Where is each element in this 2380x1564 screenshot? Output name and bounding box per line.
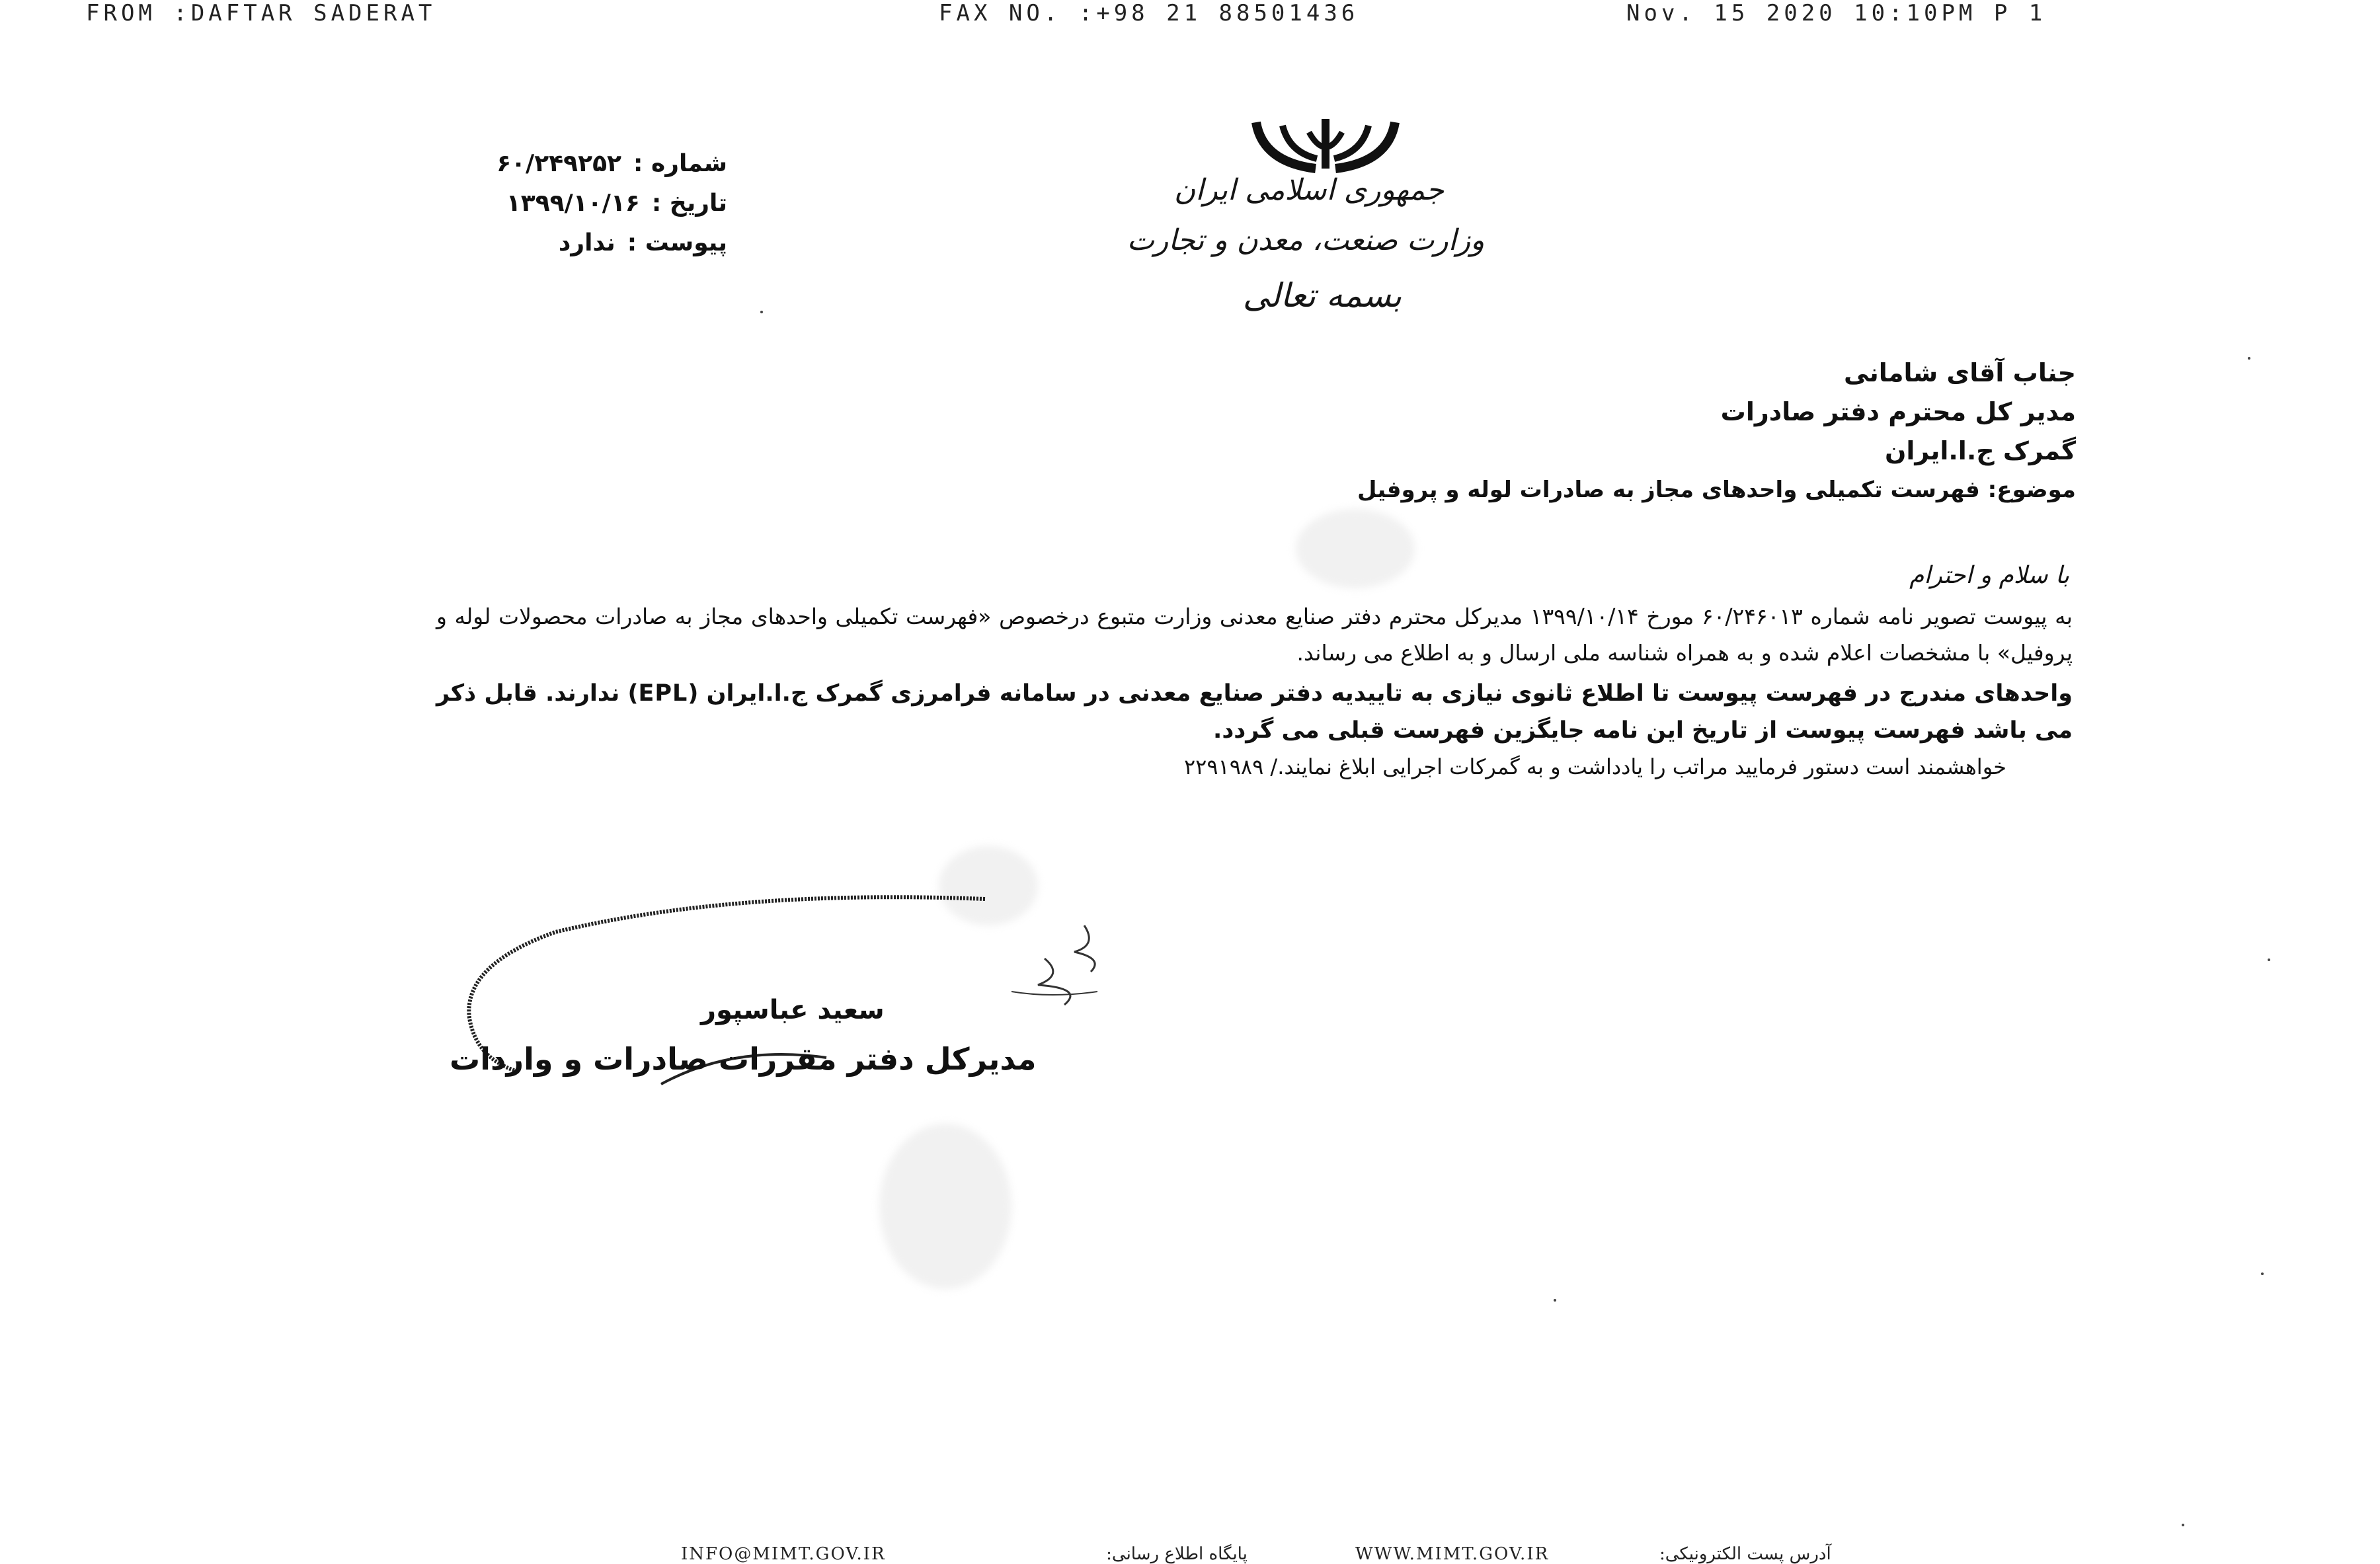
letter-body <box>436 598 2073 785</box>
signature-scribble-icon <box>932 912 1144 1025</box>
body-paragraph-1: به پیوست تصویر نامه شماره ۶۰/۲۴۶۰۱۳ مورخ ۱۳۹۹/۱۰/۱۴ مدیرکل محترم دفتر صنایع معدنی وزارت متبوع درخصوص «فهرست تکمیلی واحدهای مجاز به صادرات محصولات لوله و پروفیل» با مشخصات اعلام شده و به همراه شناسه ملی ارسال و به اطلاع می رساند. <box>436 604 2073 666</box>
letter-meta <box>331 144 727 263</box>
signatory-title: مدیرکل دفتر مقررات صادرات و واردات <box>450 1041 1037 1077</box>
addressee-title: مدیر کل محترم دفتر صادرات <box>1720 397 2076 426</box>
letter-number-value: ۶۰/۲۴۹۲۵۲ <box>496 150 622 177</box>
footer-email-label: آدرس پست الکترونیکی: <box>1659 1544 1831 1564</box>
fax-datetime: Nov. 15 2020 10:10PM P 1 <box>1626 0 2047 26</box>
salutation: با سلام و احترام <box>1909 562 2069 589</box>
letter-number-label: شماره : <box>633 150 727 177</box>
addressee-name: جناب آقای شامانی <box>1844 358 2076 387</box>
letterhead-ministry: وزارت صنعت، معدن و تجارت <box>1127 223 1485 257</box>
addressee-block <box>952 354 2076 510</box>
letter-date-label: تاریخ : <box>651 190 727 217</box>
footer <box>681 1544 1831 1564</box>
addressee-organization: گمرک ج.ا.ایران <box>1884 436 2076 465</box>
letter-date-row <box>331 184 727 223</box>
scan-speck <box>2261 1272 2264 1275</box>
letter-attachment-value: ندارد <box>558 229 615 256</box>
scan-smudge <box>879 1124 1012 1289</box>
footer-website: WWW.MIMT.GOV.IR <box>1355 1544 1550 1564</box>
scan-speck <box>760 311 763 313</box>
iran-emblem-icon <box>1243 116 1408 175</box>
letterhead-bismillah: بسمه تعالی <box>1242 276 1402 315</box>
letter-subject: موضوع: فهرست تکمیلی واحدهای مجاز به صادرات لوله و پروفیل <box>1357 477 2076 503</box>
footer-email: INFO@MIMT.GOV.IR <box>681 1544 886 1564</box>
fax-from: FROM :DAFTAR SADERAT <box>86 0 436 26</box>
footer-web-label: پایگاه اطلاع رسانی: <box>1106 1544 1248 1564</box>
letter-number-row <box>331 144 727 184</box>
letter-date-value: ۱۳۹۹/۱۰/۱۶ <box>506 190 640 217</box>
signatory-name: سعید عباسپور <box>701 995 885 1025</box>
scan-speck <box>2248 357 2250 360</box>
scan-speck <box>2268 958 2270 961</box>
scan-smudge <box>1296 509 1415 588</box>
letter-attachment-label: پیوست : <box>627 229 727 256</box>
fax-header <box>0 0 2380 26</box>
letterhead-country: جمهوری اسلامی ایران <box>1173 173 1445 207</box>
fax-number: FAX NO. :+98 21 88501436 <box>939 0 1359 26</box>
body-paragraph-3: خواهشمند است دستور فرمایید مراتب را یادداشت و به گمرکات اجرایی ابلاغ نمایند./ ۲۲۹۱۹۸۹ <box>1183 754 2006 779</box>
body-paragraph-2: واحدهای مندرج در فهرست پیوست تا اطلاع ثانوی نیازی به تاییدیه دفتر صنایع معدنی در سامانه فرامرزی گمرک ج.ا.ایران (EPL) ندارند. قابل ذکر می باشد فهرست پیوست از تاریخ این نامه جایگزین فهرست قبلی می گردد. <box>436 680 2073 744</box>
scan-speck <box>1554 1299 1556 1302</box>
scan-speck <box>2182 1524 2184 1526</box>
letter-attachment-row <box>331 223 727 263</box>
